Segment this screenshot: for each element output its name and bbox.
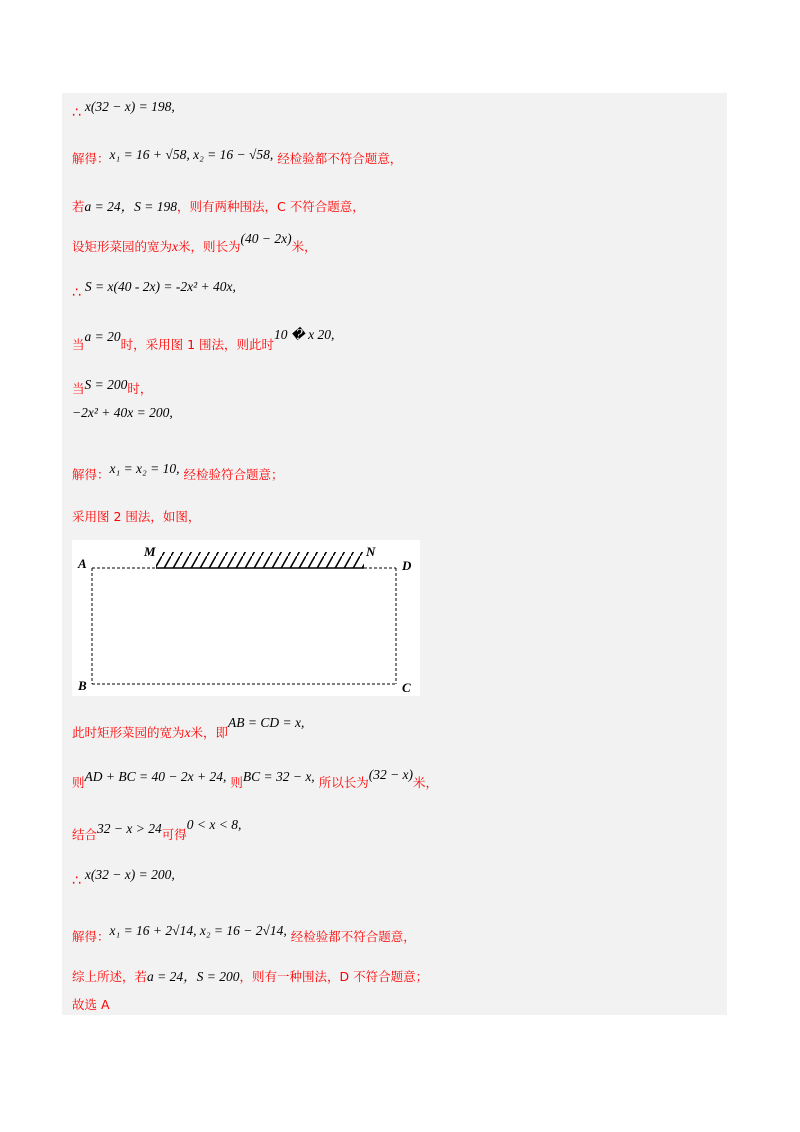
equation: a = 20	[84, 329, 121, 344]
equation: BC = 32 − x,	[242, 769, 315, 784]
label-text: ，则有一种围法，D 不符合题意；	[239, 969, 429, 984]
equation: (40 − 2x)	[240, 231, 292, 246]
label-text: 米，	[291, 239, 317, 254]
label-text: 故选 A	[72, 997, 110, 1012]
equation: AB = CD = x,	[228, 715, 305, 730]
line-7	[72, 377, 153, 399]
line-6	[72, 327, 335, 355]
label-text: 时，采用图 1 围法，则此时	[120, 337, 275, 352]
label-text: 米，则长为	[178, 239, 241, 254]
line-3	[72, 198, 365, 217]
label-text: 设矩形菜园的宽为	[72, 239, 173, 254]
line-12	[72, 767, 439, 793]
label-text: 采用图 2 围法，如图，	[72, 509, 201, 524]
equation: x₁ = 16 + 2√14, x₂ = 16 − 2√14,	[109, 923, 287, 938]
line-13	[72, 817, 242, 845]
label-text: 时，	[127, 381, 153, 396]
line-8	[72, 404, 173, 423]
line-10	[72, 508, 200, 527]
line-17	[72, 996, 110, 1015]
label-text: 则	[72, 775, 85, 790]
equation: x₁ = x₂ = 10,	[109, 461, 180, 476]
label-text: 经检验都不符合题意，	[277, 151, 403, 166]
label-text: 当	[72, 337, 85, 352]
equation: x₁ = 16 + √58, x₂ = 16 − √58,	[109, 147, 274, 162]
equation: (32 − x)	[368, 767, 414, 782]
label-n: N	[366, 544, 376, 559]
line-1	[72, 98, 175, 121]
rectangle-figure	[72, 540, 420, 696]
label-d: D	[402, 558, 412, 573]
label-text: 经检验符合题意；	[183, 467, 284, 482]
rectangle-diagram	[72, 540, 420, 696]
equation: S = x(40 - 2x) = -2x² + 40x,	[84, 279, 236, 294]
therefore-symbol: ∴	[72, 105, 81, 121]
equation: AD + BC = 40 − 2x + 24,	[84, 769, 227, 784]
label-b: B	[78, 678, 87, 693]
label-text: 综上所述，若	[72, 969, 148, 984]
line-15	[72, 923, 416, 947]
line-11	[72, 715, 305, 743]
label-text: 可得	[161, 827, 187, 842]
equation: a = 24，S = 200	[147, 969, 240, 984]
equation: 32 − x > 24	[97, 821, 162, 836]
label-text: 则	[230, 775, 243, 790]
equation: x(32 − x) = 200,	[84, 867, 175, 882]
label-text: 若	[72, 199, 85, 214]
label-text: 米，即	[190, 725, 229, 740]
line-14	[72, 866, 175, 889]
label-text: 所以长为	[318, 775, 369, 790]
equation: 0 < x < 8,	[186, 817, 242, 832]
line-9	[72, 461, 284, 485]
label-m: M	[144, 544, 156, 559]
wall-hatching	[156, 552, 364, 568]
label-text: 当	[72, 381, 85, 396]
line-5	[72, 278, 236, 301]
line-2	[72, 147, 403, 169]
label-text: 解得：	[72, 151, 110, 166]
therefore-symbol: ∴	[72, 873, 81, 889]
label-text: 解得：	[72, 467, 110, 482]
label-text: 解得：	[72, 929, 110, 944]
label-text: 结合	[72, 827, 98, 842]
equation: x(32 − x) = 198,	[84, 99, 175, 114]
label-text: 经检验都不符合题意，	[290, 929, 416, 944]
equation: −2x² + 40x = 200,	[72, 405, 173, 420]
label-text: ，则有两种围法，C 不符合题意，	[177, 199, 365, 214]
line-16	[72, 968, 428, 987]
label-text: 此时矩形菜园的宽为	[72, 725, 185, 740]
variable: x	[172, 239, 179, 254]
label-c: C	[402, 680, 411, 695]
label-a: A	[78, 556, 87, 571]
therefore-symbol: ∴	[72, 285, 81, 301]
equation: a = 24，S = 198	[84, 199, 177, 214]
equation: S = 200	[84, 377, 128, 392]
equation: 10 � x 20,	[274, 327, 335, 342]
line-4	[72, 231, 317, 257]
label-text: 米，	[413, 775, 439, 790]
variable: x	[184, 725, 191, 740]
